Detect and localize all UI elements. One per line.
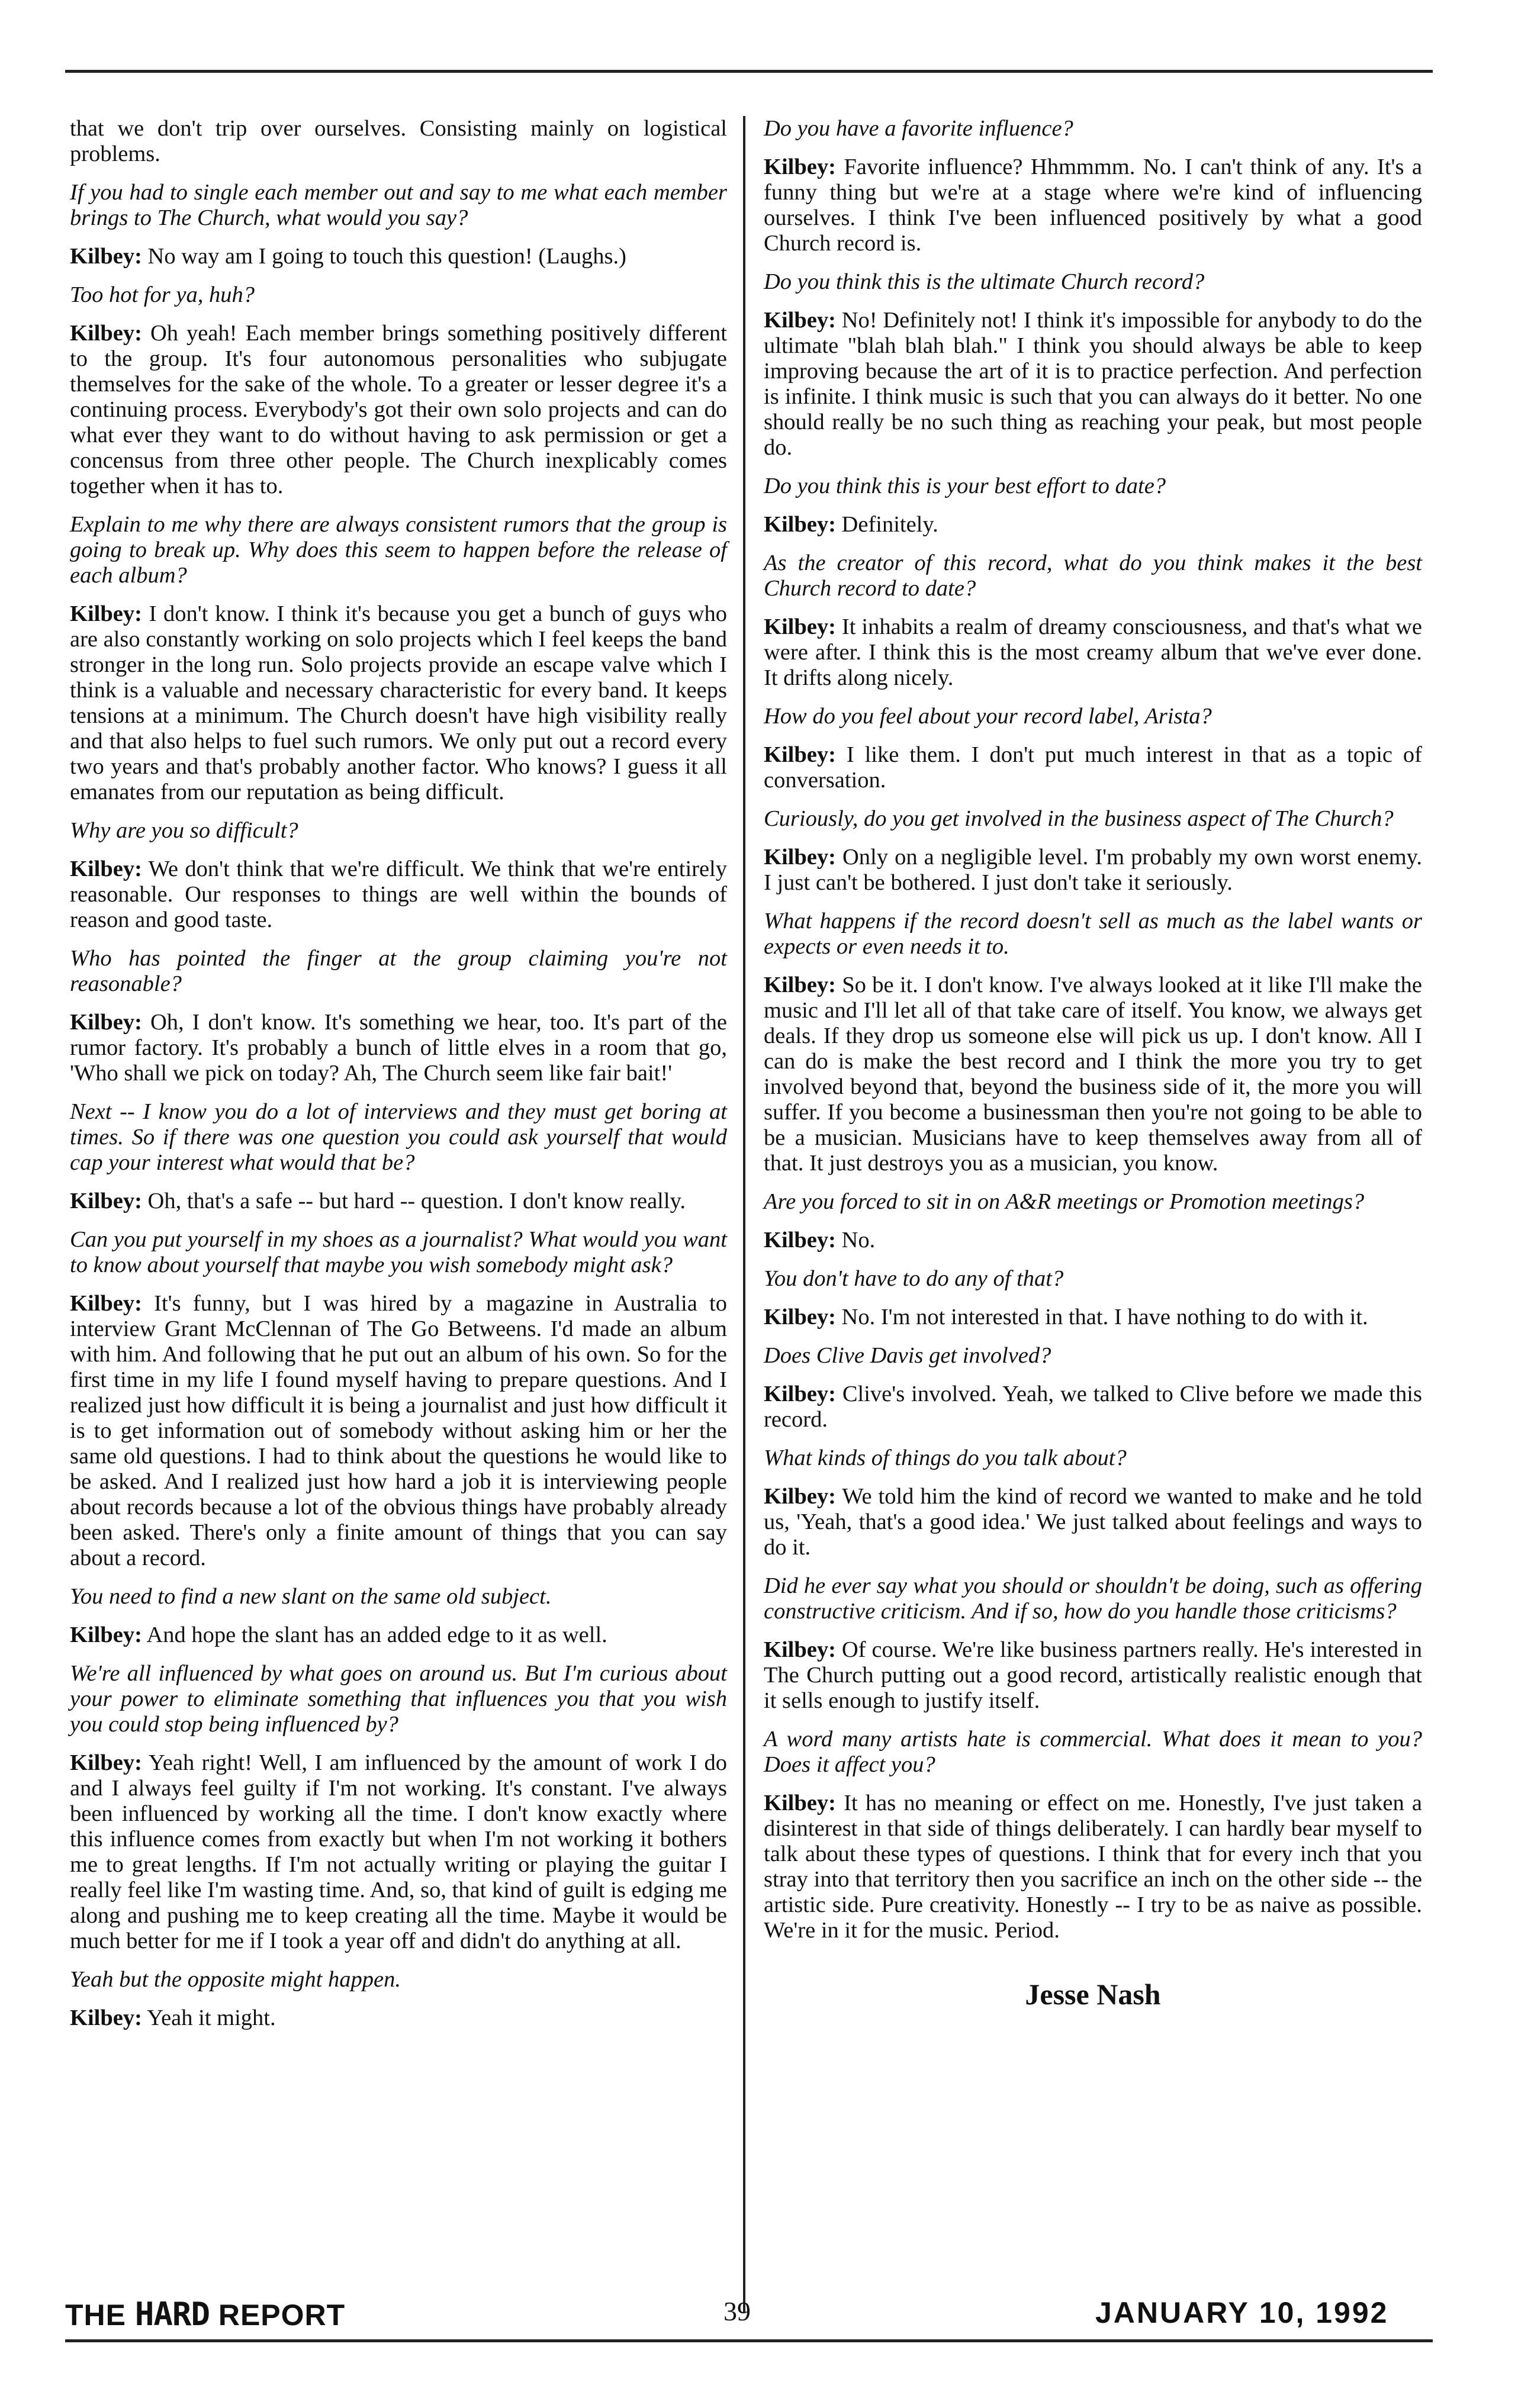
answer-text: I like them. I don't put much interest in that as a topic of conversation. <box>764 742 1422 793</box>
right-column-items <box>764 116 1422 1943</box>
answer-text: I don't know. I think it's because you get a bunch of guys who are also constantly working on solo projects which I feel keeps the band stronger in the long run. Solo projects provide an escape valve which I think is a valuable and necessary characteristic for every band. It keeps tensions at a minimum. The Church doesn't have high visibility really and that also helps to fuel such rumors. We only put out a record every two years and that's probably another factor. Who knows? I guess it all emanates from our reputation as being difficult. <box>70 601 728 804</box>
answer-text: No! Definitely not! I think it's impossible for anybody to do the ultimate "blah blah blah." I think you should always be able to keep improving because the art of it is to practice perfection. And perfection is infinite. I think music is such that you can always do it better. No one should really be no such thing as reaching your peak, but most people do. <box>764 308 1423 460</box>
interview-answer <box>764 308 1422 461</box>
publication-suffix: REPORT <box>209 2298 346 2332</box>
answer-text: It inhabits a realm of dreamy consciousness, and that's what we were after. I think this is the most creamy album that we've ever done. It drifts along nicely. <box>764 614 1423 690</box>
speaker-label: Kilbey: <box>764 512 836 537</box>
bottom-rule <box>65 2339 1433 2342</box>
interview-question: Can you put yourself in my shoes as a journalist? What would you want to know about yourself that maybe you wish somebody might ask? <box>70 1227 727 1277</box>
speaker-label: Kilbey: <box>70 1622 142 1647</box>
column-divider <box>743 116 745 2312</box>
interview-question: Who has pointed the finger at the group claiming you're not reasonable? <box>70 946 727 996</box>
interview-answer <box>764 1305 1422 1330</box>
answer-text: Oh, that's a safe -- but hard -- question. I don't know really. <box>147 1189 686 1213</box>
answer-text: Yeah right! Well, I am influenced by the amount of work I do and I always feel guilty if I'm not working. It's constant. I've always been influenced by working all the time. I don't know exactly where this influence comes from exactly but when I'm not working it bothers me to great lengths. If I'm not actually writing or playing the guitar I really feel like I'm wasting time. And, so, that kind of guilt is edging me along and pushing me to keep creating all the time. Maybe it would be much better for me if I took a year off and didn't do anything at all. <box>70 1750 727 1953</box>
interview-answer <box>70 2005 727 2031</box>
speaker-label: Kilbey: <box>764 1791 836 1815</box>
speaker-label: Kilbey: <box>764 308 836 333</box>
interview-answer <box>70 321 727 499</box>
interview-answer <box>764 1228 1422 1253</box>
speaker-label: Kilbey: <box>764 742 836 767</box>
top-rule <box>65 70 1433 73</box>
interview-question: Next -- I know you do a lot of interviews and they must get boring at times. So if there was one question you could ask yourself that would cap your interest what would that be? <box>70 1099 727 1175</box>
answer-text: And hope the slant has an added edge to it as well. <box>146 1622 607 1647</box>
interview-answer <box>764 742 1422 793</box>
answer-text: Oh yeah! Each member brings something positively different to the group. It's four autonomous personalities who subjugate themselves for the sake of the whole. To a greater or lesser degree it's a continuing process. Everybody's got their own solo projects and can do what ever they want to do without having to ask permission or get a concensus from three other people. The Church inexplicably comes together when it has to. <box>70 321 727 498</box>
interview-answer <box>70 1622 727 1648</box>
interview-answer <box>764 973 1422 1176</box>
interview-answer <box>70 601 727 805</box>
interview-answer <box>764 512 1422 537</box>
issue-date: JANUARY 10, 1992 <box>1095 2296 1389 2329</box>
answer-text: We told him the kind of record we wanted to make and he told us, 'Yeah, that's a good idea.' We just talked about feelings and ways to do it. <box>764 1484 1422 1560</box>
answer-text: Definitely. <box>841 512 938 537</box>
speaker-label: Kilbey: <box>70 1750 142 1775</box>
interview-question: Does Clive Davis get involved? <box>764 1343 1051 1368</box>
speaker-label: Kilbey: <box>764 154 836 179</box>
interview-question: A word many artists hate is commercial. What does it mean to you? Does it affect you? <box>764 1727 1422 1777</box>
answer-text: It's funny, but I was hired by a magazine in Australia to interview Grant McClennan of The Go Betweens. I'd made an album with him. And following that he put out an album of his own. So for the first time in my life I found myself having to prepare questions. And I realized just how difficult it is being a journalist and just how difficult it is to get information out of somebody without asking him or her the same old questions. I had to think about the questions he would like to be asked. And I realized just how hard a job it is interviewing people about records because a lot of the obvious things have probably already been asked. There's only a finite amount of things that you can say about a record. <box>70 1291 728 1570</box>
answer-text: It has no meaning or effect on me. Honestly, I've just taken a disinterest in that side of things deliberately. I can hardly bear myself to talk about these types of questions. I think that for every inch that you stray into that territory then you sacrifice an inch on the other side -- the artistic side. Pure creativity. Honestly -- I try to be as naive as possible. We're in it for the music. Period. <box>764 1791 1423 1943</box>
interview-answer <box>764 1637 1422 1714</box>
answer-text: Favorite influence? Hhmmmm. No. I can't think of any. It's a funny thing but we're at a stage where we're kind of influencing ourselves. I think I've been influenced positively by what a good Church record is. <box>764 154 1422 256</box>
answer-text: No way am I going to touch this question! (Laughs.) <box>147 244 626 269</box>
interview-answer <box>70 244 727 269</box>
speaker-label: Kilbey: <box>70 1291 142 1316</box>
interview-answer <box>764 1382 1422 1432</box>
speaker-label: Kilbey: <box>70 1189 142 1213</box>
interview-question: Did he ever say what you should or shouldn't be doing, such as offering constructive criticism. And if so, how do you handle those criticisms? <box>764 1573 1422 1624</box>
answer-text: We don't think that we're difficult. We think that we're entirely reasonable. Our responses to things are well within the bounds of reason and good taste. <box>70 857 727 932</box>
interview-question: Too hot for ya, huh? <box>70 282 255 307</box>
interview-question: You don't have to do any of that? <box>764 1266 1064 1291</box>
interview-question: Do you have a favorite influence? <box>764 116 1073 141</box>
speaker-label: Kilbey: <box>764 1228 836 1253</box>
interview-answer <box>764 1791 1422 1943</box>
interview-question: Why are you so difficult? <box>70 818 298 843</box>
answer-text: Yeah it might. <box>147 2005 276 2030</box>
left-column <box>70 116 727 2044</box>
author-byline: Jesse Nash <box>1025 1978 1161 2011</box>
speaker-label: Kilbey: <box>70 2005 142 2030</box>
interview-question: What happens if the record doesn't sell as much as the label wants or expects or even needs it to. <box>764 909 1422 959</box>
interview-question: We're all influenced by what goes on around us. But I'm curious about your power to eliminate something that influences you that you wish you could stop being influenced by? <box>70 1661 727 1737</box>
publication-hard: HARD <box>134 2296 210 2333</box>
interview-answer <box>70 1010 727 1086</box>
interview-question: Yeah but the opposite might happen. <box>70 1967 401 1992</box>
speaker-label: Kilbey: <box>70 857 142 881</box>
interview-answer <box>70 116 727 167</box>
publication-name <box>65 2296 345 2333</box>
speaker-label: Kilbey: <box>764 845 836 870</box>
interview-question: Do you think this is the ultimate Church record? <box>764 269 1205 294</box>
interview-answer <box>70 1291 727 1571</box>
speaker-label: Kilbey: <box>764 973 836 997</box>
speaker-label: Kilbey: <box>70 601 142 626</box>
interview-question: What kinds of things do you talk about? <box>764 1446 1127 1470</box>
interview-answer <box>70 857 727 933</box>
interview-question: As the creator of this record, what do you think makes it the best Church record to date? <box>764 551 1422 601</box>
speaker-label: Kilbey: <box>70 321 142 346</box>
answer-text: So be it. I don't know. I've always looked at it like I'll make the music and I'll let all of that take care of itself. You know, we always get deals. If they drop us someone else will pick us up. I don't know. All I can do is make the best record and I think the more you try to get involved beyond that, beyond the business side of it, the more you will suffer. If you become a businessman then you're not going to be able to be a musician. Musicians have to keep themselves away from all of that. It just destroys you as a musician, you know. <box>764 973 1422 1176</box>
speaker-label: Kilbey: <box>70 1010 142 1035</box>
interview-answer <box>764 154 1422 256</box>
speaker-label: Kilbey: <box>764 1382 836 1406</box>
right-column <box>764 116 1422 2025</box>
interview-answer <box>70 1750 727 1954</box>
interview-question: If you had to single each member out and say to me what each member brings to The Church, what would you say? <box>70 180 727 230</box>
interview-question: You need to find a new slant on the same old subject. <box>70 1584 552 1609</box>
interview-question: Do you think this is your best effort to date? <box>764 474 1166 498</box>
interview-question: Curiously, do you get involved in the business aspect of The Church? <box>764 806 1394 831</box>
interview-answer <box>764 614 1422 691</box>
speaker-label: Kilbey: <box>764 1305 836 1329</box>
interview-question: How do you feel about your record label, Arista? <box>764 704 1212 729</box>
speaker-label: Kilbey: <box>764 1637 836 1662</box>
answer-text: Oh, I don't know. It's something we hear, too. It's part of the rumor factory. It's probably a bunch of little elves in a room that go, 'Who shall we pick on today? Ah, The Church seem like fair bait!' <box>70 1010 728 1086</box>
answer-text: Only on a negligible level. I'm probably my own worst enemy. I just can't be bothered. I just don't take it seriously. <box>764 845 1423 895</box>
speaker-label: Kilbey: <box>70 244 142 269</box>
interview-question: Explain to me why there are always consistent rumors that the group is going to break up. Why does this seem to happen before the release of each album? <box>70 512 727 588</box>
speaker-label: Kilbey: <box>764 614 836 639</box>
answer-text: No. I'm not interested in that. I have nothing to do with it. <box>841 1305 1368 1329</box>
answer-text: Of course. We're like business partners really. He's interested in The Church putting out a good record, artistically realistic enough that it sells enough to justify itself. <box>764 1637 1422 1713</box>
answer-text: that we don't trip over ourselves. Consisting mainly on logistical problems. <box>70 116 727 166</box>
interview-answer <box>764 845 1422 896</box>
interview-answer <box>764 1484 1422 1560</box>
interview-question: Are you forced to sit in on A&R meetings or Promotion meetings? <box>764 1189 1365 1214</box>
answer-text: Clive's involved. Yeah, we talked to Clive before we made this record. <box>764 1382 1422 1432</box>
speaker-label: Kilbey: <box>764 1484 836 1509</box>
page-number: 39 <box>723 2296 751 2326</box>
interview-answer <box>70 1189 727 1214</box>
publication-prefix: THE <box>65 2298 135 2332</box>
answer-text: No. <box>841 1228 876 1253</box>
